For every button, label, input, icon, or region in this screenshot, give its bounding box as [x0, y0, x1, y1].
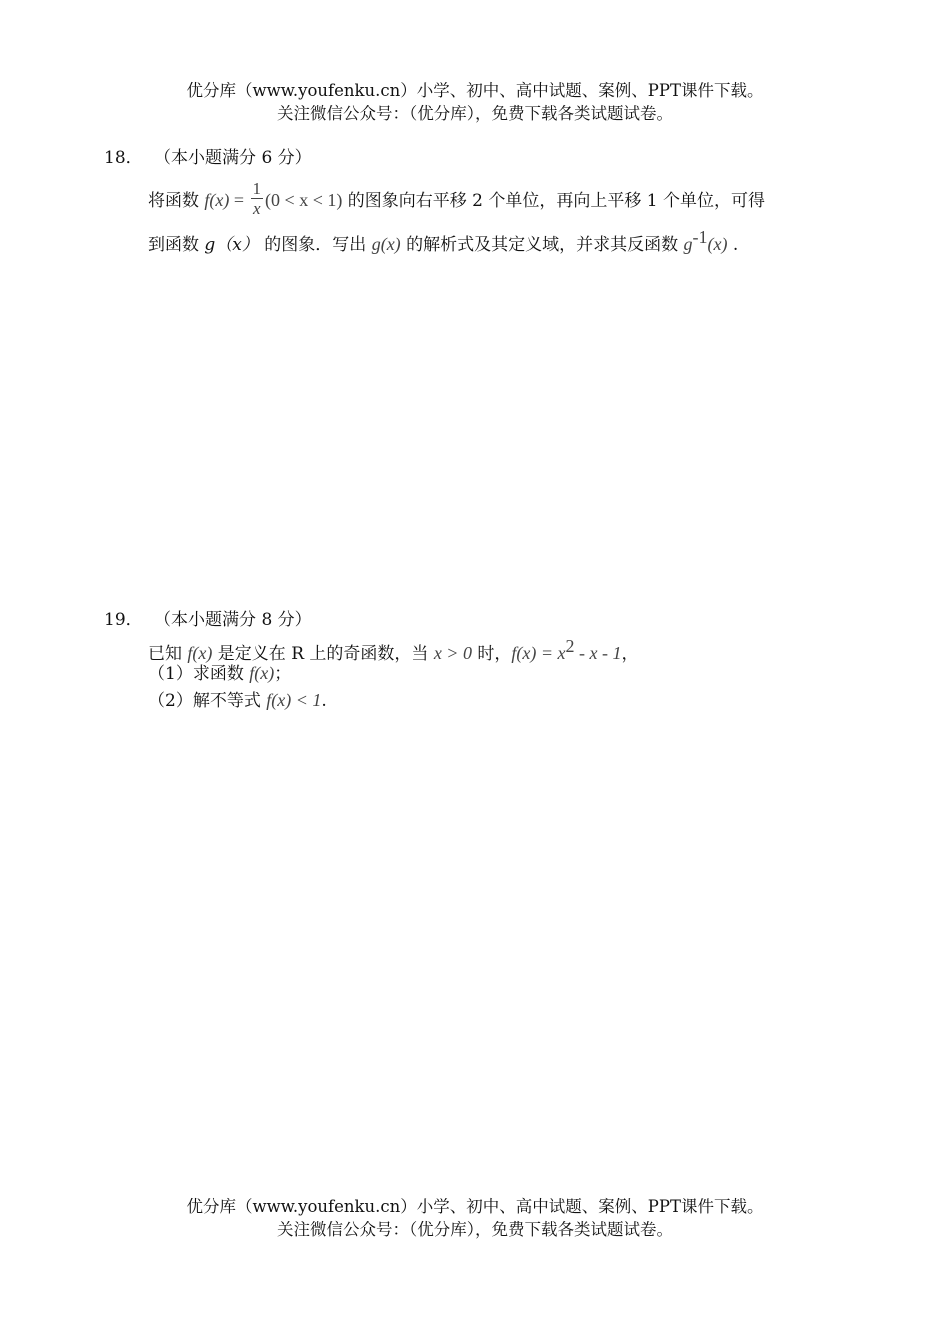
q19-text-b: 是定义在 R 上的奇函数，当 — [212, 644, 434, 664]
q18-fraction — [251, 180, 264, 219]
q19-p1-label: （1）求函数 — [148, 664, 250, 684]
q18-frac-denominator: x — [253, 199, 261, 218]
q18-text-c: 到函数 — [148, 235, 205, 255]
q18-inverse-x: (x) — [707, 234, 728, 254]
q19-p2-label: （2）解不等式 — [148, 691, 267, 711]
q18-inverse-sup: -1 — [692, 227, 708, 247]
q18-frac-numerator: 1 — [252, 179, 262, 198]
q19-p2-inequality: f(x) < 1 — [266, 690, 322, 710]
q18-end: . — [727, 235, 739, 255]
q19-text-a: 已知 — [148, 644, 188, 664]
q18-gx: g(x) — [371, 234, 401, 254]
q18-text-d: 的图象．写出 — [258, 235, 372, 255]
q18-text-a: 将函数 — [148, 191, 205, 211]
q18-eq: = — [229, 190, 249, 210]
q19-p2-end: . — [321, 691, 327, 711]
page-footer — [0, 1195, 950, 1241]
header-line-1: 优分库（www.youfenku.cn）小学、初中、高中试题、案例、PPT课件下载。 — [186, 81, 764, 100]
q19-p1-end: ； — [274, 664, 292, 684]
q19-fx-def: f(x) = x — [511, 643, 566, 663]
q19-text-c: 时， — [471, 644, 512, 664]
q19-p1-fx: f(x) — [249, 663, 275, 683]
q19-line-end: ， — [621, 644, 639, 664]
q18-text-b: 的图象向右平移 2 个单位，再向上平移 1 个单位，可得 — [342, 191, 765, 211]
q19-square: 2 — [565, 636, 575, 656]
page-header — [0, 79, 950, 125]
q18-text-e: 的解析式及其定义域，并求其反函数 — [400, 235, 684, 255]
q18-line-2 — [148, 225, 738, 257]
q19-part-2 — [148, 688, 327, 713]
q18-gx-text: g（x） — [204, 235, 259, 255]
q19-heading — [104, 608, 312, 632]
q18-domain: (0 < x < 1) — [265, 190, 343, 210]
q19-fx-rest: - x - 1 — [574, 643, 622, 663]
q19-score: （本小题满分 8 分） — [154, 610, 312, 630]
q18-score: （本小题满分 6 分） — [154, 148, 312, 168]
footer-line-2: 关注微信公众号：（优分库），免费下载各类试题试卷。 — [277, 1220, 673, 1239]
q19-number: 19． — [104, 610, 143, 630]
q18-number: 18． — [104, 148, 143, 168]
q19-part-1 — [148, 661, 291, 686]
q19-condition: x > 0 — [433, 643, 472, 663]
q18-g: g — [683, 234, 693, 254]
q18-heading — [104, 146, 312, 170]
q18-line-1 — [148, 179, 765, 221]
footer-line-1: 优分库（www.youfenku.cn）小学、初中、高中试题、案例、PPT课件下载。 — [186, 1197, 764, 1216]
header-line-2: 关注微信公众号：（优分库），免费下载各类试题试卷。 — [277, 104, 673, 123]
q18-fx: f(x) — [204, 190, 230, 210]
q19-fx: f(x) — [187, 643, 213, 663]
